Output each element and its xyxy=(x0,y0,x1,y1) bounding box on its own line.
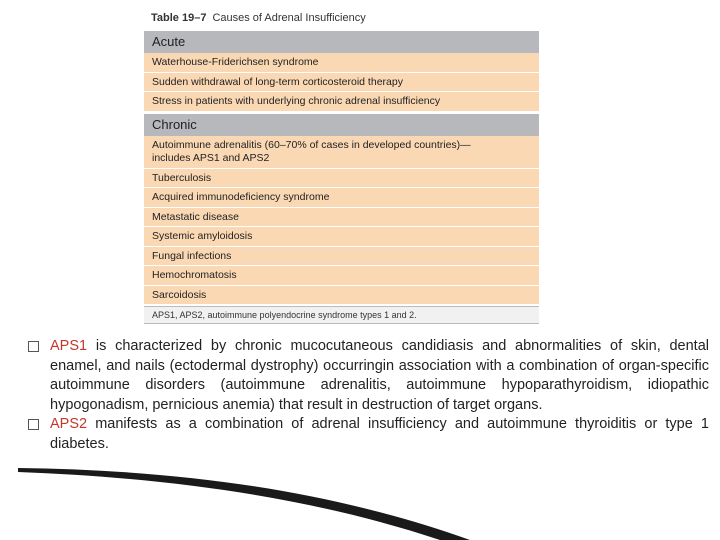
table-row: Tuberculosis xyxy=(144,169,539,189)
causes-table xyxy=(144,7,539,324)
table-number: Table 19–7 xyxy=(151,12,207,24)
table-footnote: APS1, APS2, autoimmune polyendocrine syndrome types 1 and 2. xyxy=(144,306,539,324)
table-row: Waterhouse-Friderichsen syndrome xyxy=(144,53,539,73)
table-row: Fungal infections xyxy=(144,247,539,267)
table-row: Stress in patients with underlying chronic adrenal insufficiency xyxy=(144,92,539,112)
section-header-acute: Acute xyxy=(144,29,539,53)
table-row: Hemochromatosis xyxy=(144,266,539,286)
section-header-chronic: Chronic xyxy=(144,112,539,136)
table-row: Sarcoidosis xyxy=(144,286,539,306)
bullet-item-aps2 xyxy=(28,415,709,454)
bullet-lead: APS2 xyxy=(50,416,88,432)
bullet-item-aps1 xyxy=(28,337,709,415)
table-row-line: includes APS1 and APS2 xyxy=(152,151,270,164)
bullet-text: manifests as a combination of adrenal insufficiency and autoimmune thyroiditis or type 1 diabetes. xyxy=(50,416,709,452)
swoosh-stroke xyxy=(18,468,470,540)
bullet-text: is characterized by chronic mucocutaneous candidiasis and abnormalities of skin, dental enamel, and nails (ectodermal dystrophy) occurringin association with a combination of organ-specific autoimmune disorders (autoimmune adrenalitis, autoimmune hypoparathyroidism, idiopathic hypogonadism, pernicious anemia) that result in destruction of target organs. xyxy=(50,338,709,413)
bullet-list xyxy=(28,337,709,454)
bullet-lead: APS1 xyxy=(50,338,88,354)
table-row: Systemic amyloidosis xyxy=(144,227,539,247)
bullet-box-icon xyxy=(28,419,39,430)
table-row: Acquired immunodeficiency syndrome xyxy=(144,188,539,208)
table-row: Sudden withdrawal of long-term corticosteroid therapy xyxy=(144,73,539,93)
table-row-line: Autoimmune adrenalitis (60–70% of cases in developed countries)— xyxy=(152,138,471,151)
table-row: Metastatic disease xyxy=(144,208,539,228)
table-row xyxy=(144,136,539,169)
table-title xyxy=(144,7,539,29)
table-title-text: Causes of Adrenal Insufficiency xyxy=(212,12,366,24)
bullet-box-icon xyxy=(28,341,39,352)
